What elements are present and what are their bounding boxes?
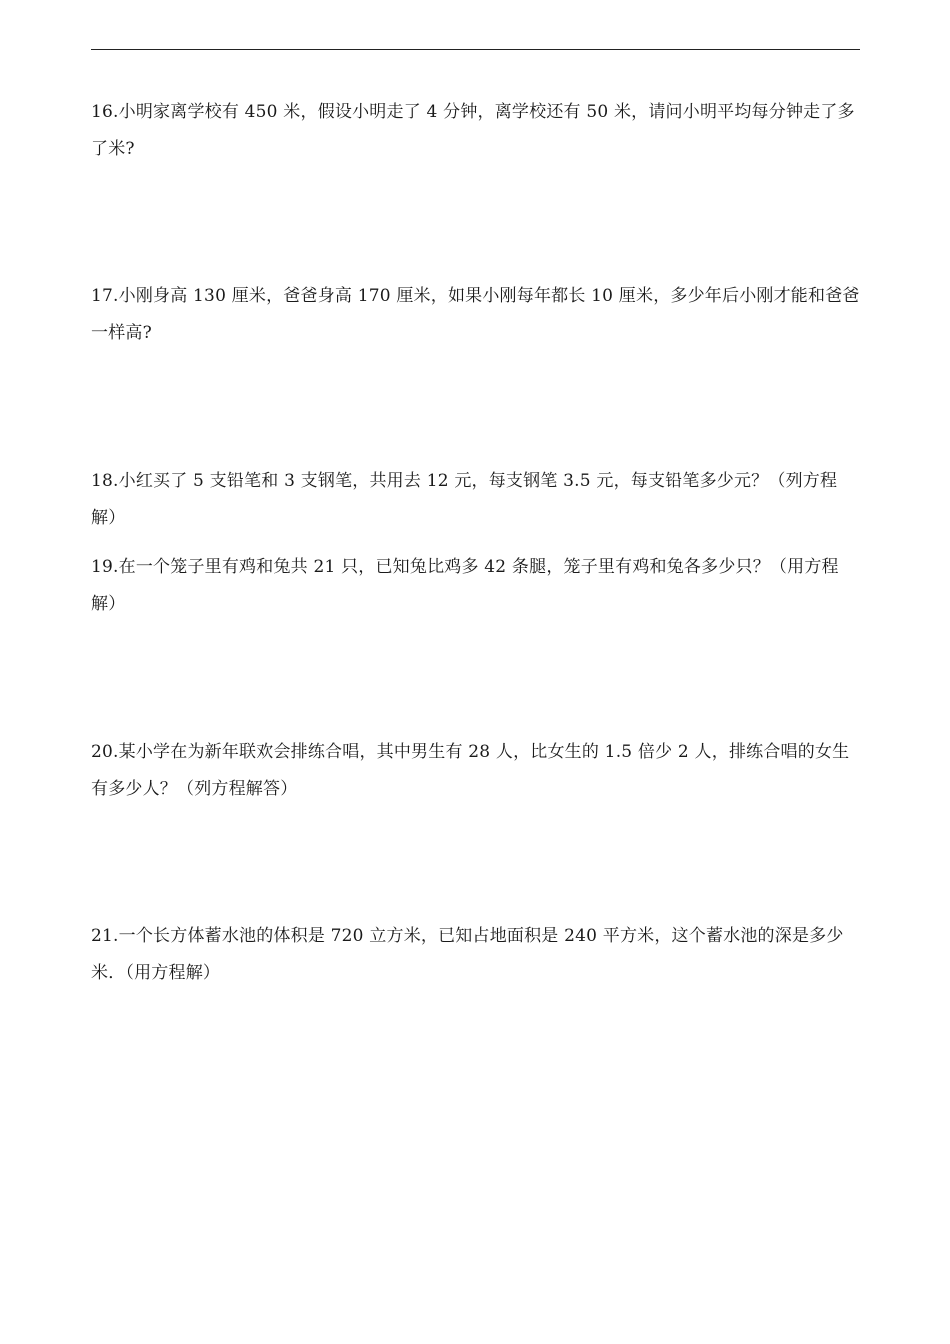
question-number: 16. <box>91 102 119 122</box>
question-text: 小刚身高 130 厘米，爸爸身高 170 厘米，如果小刚每年都长 10 厘米，多少年后小刚才能和爸爸一样高? <box>91 286 860 343</box>
question-text: 在一个笼子里有鸡和兔共 21 只，已知兔比鸡多 42 条腿，笼子里有鸡和兔各多少只？（用方程解） <box>91 557 839 614</box>
question-16 <box>91 94 863 168</box>
question-number: 18. <box>91 471 119 491</box>
question-21 <box>91 918 863 992</box>
header-rule <box>91 49 860 50</box>
question-number: 20. <box>91 742 119 762</box>
question-20 <box>91 734 863 808</box>
question-text: 小红买了 5 支铅笔和 3 支钢笔，共用去 12 元，每支钢笔 3.5 元，每支铅笔多少元？（列方程解） <box>91 471 838 528</box>
question-number: 19. <box>91 557 119 577</box>
question-text: 某小学在为新年联欢会排练合唱，其中男生有 28 人，比女生的 1.5 倍少 2 人，排练合唱的女生有多少人？（列方程解答） <box>91 742 850 799</box>
question-17 <box>91 278 863 352</box>
question-number: 21. <box>91 926 119 946</box>
question-text: 小明家离学校有 450 米，假设小明走了 4 分钟，离学校还有 50 米，请问小明平均每分钟走了多了米? <box>91 102 855 159</box>
question-text: 一个长方体蓄水池的体积是 720 立方米，已知占地面积是 240 平方米，这个蓄水池的深是多少米．（用方程解） <box>91 926 844 983</box>
question-number: 17. <box>91 286 119 306</box>
question-19 <box>91 549 863 623</box>
question-18 <box>91 463 863 537</box>
